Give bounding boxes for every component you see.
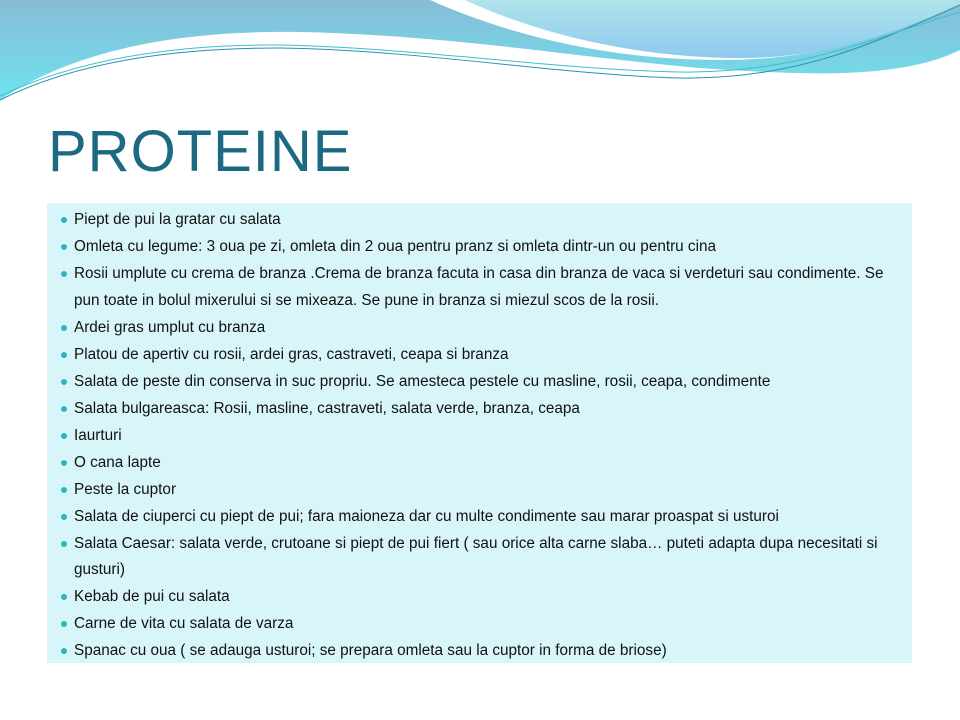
list-item xyxy=(74,207,892,234)
list-item-text: Salata Caesar: salata verde, crutoane si piept de pui fiert ( sau orice alta carne slaba… puteti adapta dupa necesitati si gusturi) xyxy=(74,534,878,578)
bullet-icon xyxy=(61,244,67,250)
bullet-icon xyxy=(61,271,67,277)
bullet-icon xyxy=(61,217,67,223)
list-item xyxy=(74,450,892,477)
bullet-icon xyxy=(61,406,67,412)
bullet-icon xyxy=(61,487,67,493)
list-item-text: Ardei gras umplut cu branza xyxy=(74,318,266,336)
list-item xyxy=(74,638,892,665)
list-item xyxy=(74,234,892,261)
list-item xyxy=(74,531,892,584)
list-item-text: O cana lapte xyxy=(74,453,161,471)
list-item-text: Salata de peste din conserva in suc propriu. Se amesteca pestele cu masline, rosii, ceapa, condimente xyxy=(74,372,771,390)
bullet-icon xyxy=(61,541,67,547)
bullet-icon xyxy=(61,352,67,358)
header-wave-decoration xyxy=(0,0,960,120)
bullet-icon xyxy=(61,325,67,331)
list-item-text: Salata bulgareasca: Rosii, masline, castraveti, salata verde, branza, ceapa xyxy=(74,399,580,417)
list-item-text: Peste la cuptor xyxy=(74,480,177,498)
list-item xyxy=(74,396,892,423)
list-item-text: Rosii umplute cu crema de branza .Crema de branza facuta in casa din branza de vaca si verdeturi sau condimente. Se pun toate in bolul mixerului si se mixeaza. Se pune in branza si miezul scos de la rosii. xyxy=(74,265,884,309)
list-item-text: Platou de apertiv cu rosii, ardei gras, castraveti, ceapa si branza xyxy=(74,345,509,363)
list-item xyxy=(74,261,892,314)
list-item xyxy=(74,504,892,531)
list-item-text: Kebab de pui cu salata xyxy=(74,588,230,605)
content-box xyxy=(47,203,912,663)
bullet-icon xyxy=(61,594,67,600)
bullet-icon xyxy=(61,379,67,385)
bullet-icon xyxy=(61,648,67,654)
list-item xyxy=(74,315,892,342)
bullet-icon xyxy=(61,433,67,439)
list-item xyxy=(74,611,892,638)
list-item xyxy=(74,477,892,504)
bullet-icon xyxy=(61,460,67,466)
list-item-text: Piept de pui la gratar cu salata xyxy=(74,211,281,228)
list-item xyxy=(74,423,892,450)
list-item-text: Salata de ciuperci cu piept de pui; fara maioneza dar cu multe condimente sau marar proaspat si usturoi xyxy=(74,507,779,525)
list-item-text: Iaurturi xyxy=(74,426,122,444)
list-item-text: Omleta cu legume: 3 oua pe zi, omleta din 2 oua pentru pranz si omleta dintr-un ou pentru cina xyxy=(74,238,716,255)
list-item xyxy=(74,369,892,396)
bullet-icon xyxy=(61,514,67,520)
slide-title: PROTEINE xyxy=(48,119,353,184)
list-item-text: Spanac cu oua ( se adauga usturoi; se prepara omleta sau la cuptor in forma de briose) xyxy=(74,642,667,659)
list-item-text: Carne de vita cu salata de varza xyxy=(74,615,294,632)
list-item xyxy=(74,584,892,611)
list-item xyxy=(74,342,892,369)
bullet-icon xyxy=(61,621,67,627)
bullet-list xyxy=(74,207,892,665)
